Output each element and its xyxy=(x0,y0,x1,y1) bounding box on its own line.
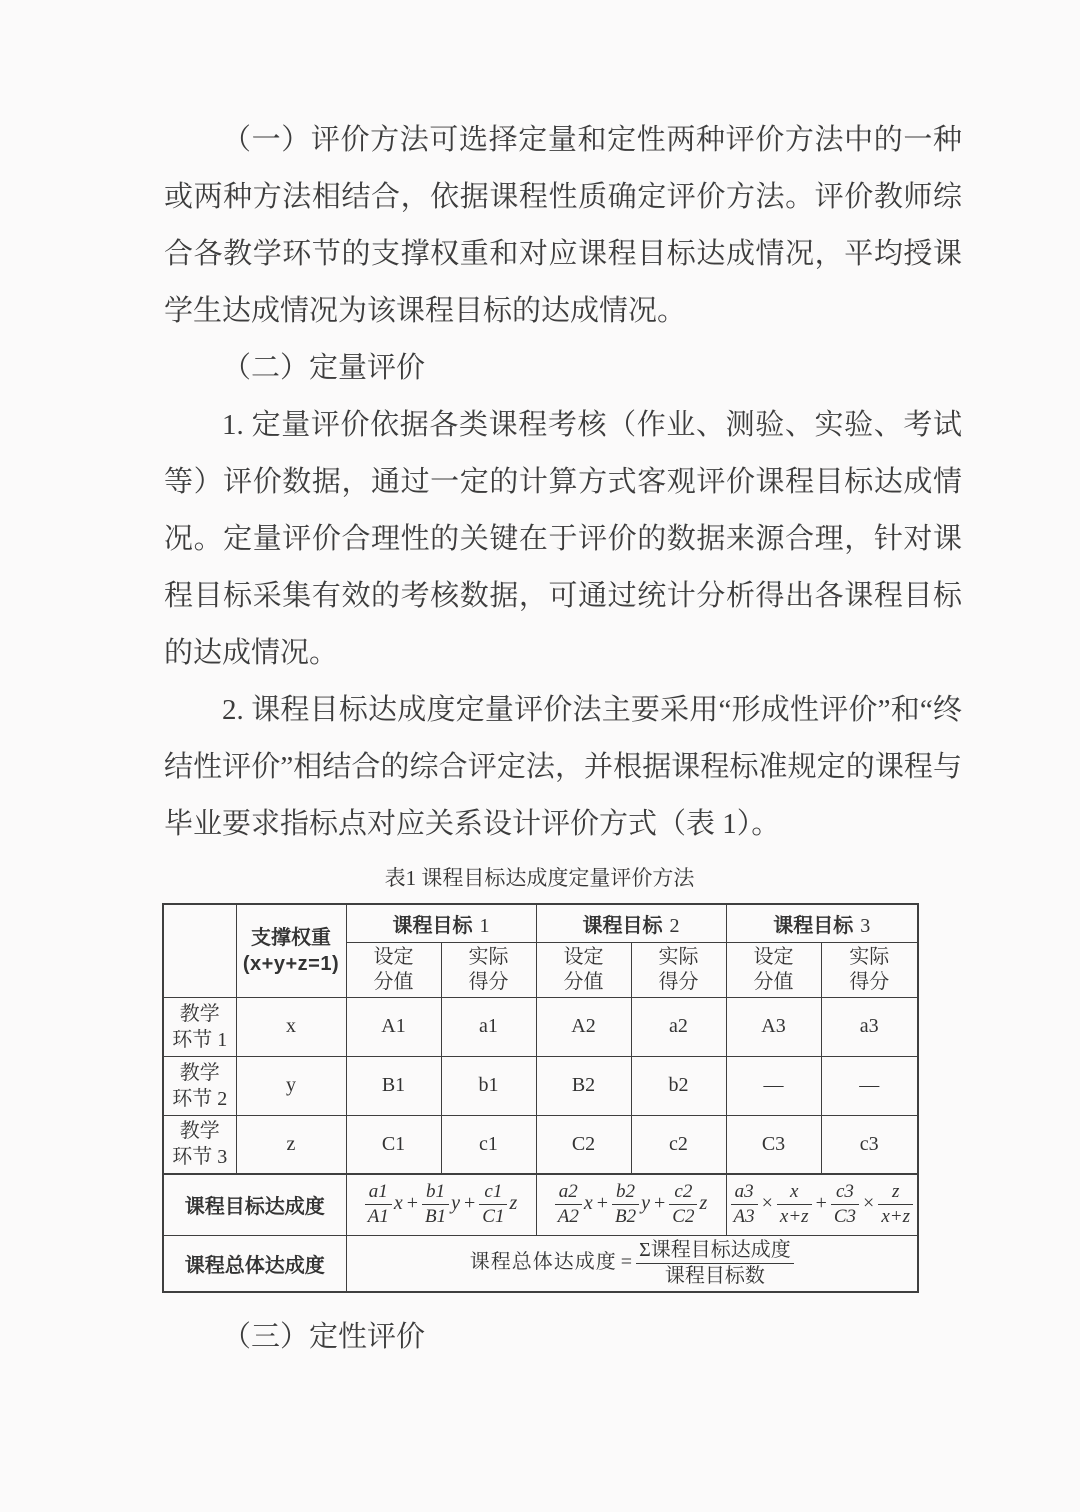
goal-2-label: 课程目标 xyxy=(582,914,663,937)
fraction-numerator: b2 xyxy=(612,1182,639,1205)
cell-value: c1 xyxy=(441,1115,536,1174)
fraction-denominator: B2 xyxy=(615,1206,637,1228)
row-label-line1: 教学 xyxy=(179,1002,220,1025)
cell-value: b1 xyxy=(441,1056,536,1115)
operator: + xyxy=(464,1192,476,1215)
actual-score-line1: 实际 xyxy=(468,945,509,968)
fraction-denominator: C2 xyxy=(672,1206,695,1228)
row-label-teaching-step-1 xyxy=(163,997,236,1056)
weight-value: z xyxy=(236,1115,346,1174)
actual-score-line2: 得分 xyxy=(468,970,509,993)
goal-1-number: 1 xyxy=(479,914,490,937)
cell-value: a3 xyxy=(821,997,918,1056)
variable: z xyxy=(509,1192,518,1215)
fraction-denominator: A2 xyxy=(557,1206,579,1228)
row-label-teaching-step-3 xyxy=(163,1115,236,1174)
goal-2-set-score-header xyxy=(536,942,631,997)
paragraph-quantitative-basis: 1. 定量评价依据各类课程考核（作业、测验、实验、考试等）评价数据，通过一定的计算方式客观评价课程目标达成情况。定量评价合理性的关键在于评价的数据来源合理，针对课程目标采集有效的考核数据，可通过统计分析得出各课程目标的达成情况。 xyxy=(164,409,962,669)
fraction-numerator: a2 xyxy=(555,1182,582,1205)
operator: + xyxy=(815,1192,827,1215)
goal-1-achievement-formula xyxy=(346,1174,536,1235)
body-text-continued xyxy=(164,1309,962,1366)
goal-3-actual-score-header xyxy=(821,942,918,997)
table-header-row-groups xyxy=(163,904,918,942)
table-row-goal-achievement xyxy=(163,1174,918,1235)
fraction-denominator: C1 xyxy=(482,1206,505,1228)
fraction-denominator: x+z xyxy=(881,1206,910,1228)
cell-value: A3 xyxy=(726,997,821,1056)
goal-3-label: 课程目标 xyxy=(773,914,854,937)
cell-value: A1 xyxy=(346,997,441,1056)
equals-operator: = xyxy=(620,1250,633,1273)
heading-quantitative-evaluation: （二）定量评价 xyxy=(222,352,426,384)
set-score-line1: 设定 xyxy=(563,945,604,968)
row-label-teaching-step-2 xyxy=(163,1056,236,1115)
support-weight-constraint: (x+y+z=1) xyxy=(242,952,340,975)
fraction-denominator: C3 xyxy=(833,1206,857,1228)
operator: + xyxy=(596,1192,608,1215)
overall-formula-lhs: 课程总体达成度 xyxy=(469,1250,617,1273)
variable: x xyxy=(393,1192,403,1215)
fraction-denominator: A3 xyxy=(733,1206,755,1228)
table-row-teaching-step-2 xyxy=(163,1056,918,1115)
cell-value: C2 xyxy=(536,1115,631,1174)
support-weight-label: 支撑权重 xyxy=(251,926,331,949)
fraction-denominator: x+z xyxy=(779,1206,809,1228)
fraction-numerator: Σ课程目标达成度 xyxy=(636,1240,794,1264)
goal-3-achievement-formula xyxy=(726,1174,918,1235)
fraction-numerator: a3 xyxy=(731,1182,758,1205)
row-label-line1: 教学 xyxy=(179,1061,220,1084)
row-label-line1: 教学 xyxy=(179,1120,220,1143)
goal-1-label: 课程目标 xyxy=(392,914,473,937)
variable: y xyxy=(641,1192,650,1215)
fraction-denominator: B1 xyxy=(425,1206,447,1228)
cell-value: — xyxy=(821,1056,918,1115)
heading-qualitative-evaluation: （三）定性评价 xyxy=(222,1321,426,1353)
set-score-line1: 设定 xyxy=(373,945,414,968)
fraction-numerator: a1 xyxy=(365,1182,392,1205)
goal-2-group-header xyxy=(536,904,726,942)
cell-value: B2 xyxy=(536,1056,631,1115)
goal-achievement-row-label: 课程目标达成度 xyxy=(163,1174,346,1235)
fraction-numerator: x xyxy=(777,1182,812,1205)
set-score-line2: 分值 xyxy=(753,970,794,993)
goal-1-actual-score-header xyxy=(441,942,536,997)
fraction-numerator: c2 xyxy=(669,1182,697,1205)
cell-value: a1 xyxy=(441,997,536,1056)
cell-value: b2 xyxy=(631,1056,726,1115)
row-label-line2: 环节 3 xyxy=(172,1146,228,1169)
cell-value: C3 xyxy=(726,1115,821,1174)
row-label-line2: 环节 2 xyxy=(172,1087,228,1110)
overall-achievement-row-label: 课程总体达成度 xyxy=(163,1235,346,1292)
weight-value: y xyxy=(236,1056,346,1115)
goal-3-group-header xyxy=(726,904,918,942)
multiply-operator: × xyxy=(761,1192,773,1215)
goal-3-number: 3 xyxy=(860,914,871,937)
fraction-denominator: 课程目标数 xyxy=(664,1264,765,1287)
cell-value: A2 xyxy=(536,997,631,1056)
cell-value: c2 xyxy=(631,1115,726,1174)
support-weight-header-cell xyxy=(236,904,346,997)
set-score-line1: 设定 xyxy=(753,945,794,968)
fraction-numerator: b1 xyxy=(422,1182,449,1205)
goal-1-set-score-header xyxy=(346,942,441,997)
cell-value: a2 xyxy=(631,997,726,1056)
actual-score-line2: 得分 xyxy=(849,970,890,993)
variable: y xyxy=(451,1192,460,1215)
paragraph-quantitative-design: 2. 课程目标达成度定量评价法主要采用“形成性评价”和“终结性评价”相结合的综合评定法，并根据课程标准规定的课程与毕业要求指标点对应关系设计评价方式（表 1）。 xyxy=(164,694,962,840)
variable: x xyxy=(583,1192,593,1215)
paragraph-evaluation-method: （一）评价方法可选择定量和定性两种评价方法中的一种或两种方法相结合，依据课程性质确定评价方法。评价教师综合各教学环节的支撑权重和对应课程目标达成情况，平均授课学生达成情况为该课程目标的达成情况。 xyxy=(164,124,962,327)
fraction-denominator: A1 xyxy=(367,1206,389,1228)
fraction-numerator: c3 xyxy=(831,1182,859,1205)
set-score-line2: 分值 xyxy=(563,970,604,993)
goal-2-number: 2 xyxy=(669,914,680,937)
weight-value: x xyxy=(236,997,346,1056)
cell-value: — xyxy=(726,1056,821,1115)
actual-score-line2: 得分 xyxy=(658,970,699,993)
operator: + xyxy=(654,1192,666,1215)
fraction-numerator: z xyxy=(878,1182,913,1205)
actual-score-line1: 实际 xyxy=(849,945,890,968)
cell-value: B1 xyxy=(346,1056,441,1115)
table-row-teaching-step-1 xyxy=(163,997,918,1056)
variable: z xyxy=(699,1192,708,1215)
cell-value: C1 xyxy=(346,1115,441,1174)
row-label-line2: 环节 1 xyxy=(172,1028,228,1051)
multiply-operator: × xyxy=(863,1192,875,1215)
overall-achievement-formula xyxy=(346,1235,918,1292)
actual-score-line1: 实际 xyxy=(658,945,699,968)
evaluation-method-table xyxy=(162,903,919,1293)
goal-1-group-header xyxy=(346,904,536,942)
corner-empty-cell xyxy=(163,904,236,997)
fraction-numerator: c1 xyxy=(479,1182,507,1205)
table-caption: 表1 课程目标达成度定量评价方法 xyxy=(384,866,695,890)
goal-2-actual-score-header xyxy=(631,942,726,997)
goal-2-achievement-formula xyxy=(536,1174,726,1235)
cell-value: c3 xyxy=(821,1115,918,1174)
goal-3-set-score-header xyxy=(726,942,821,997)
body-text xyxy=(164,112,962,853)
set-score-line2: 分值 xyxy=(373,970,414,993)
table-row-overall-achievement xyxy=(163,1235,918,1292)
operator: + xyxy=(406,1192,418,1215)
table-row-teaching-step-3 xyxy=(163,1115,918,1174)
